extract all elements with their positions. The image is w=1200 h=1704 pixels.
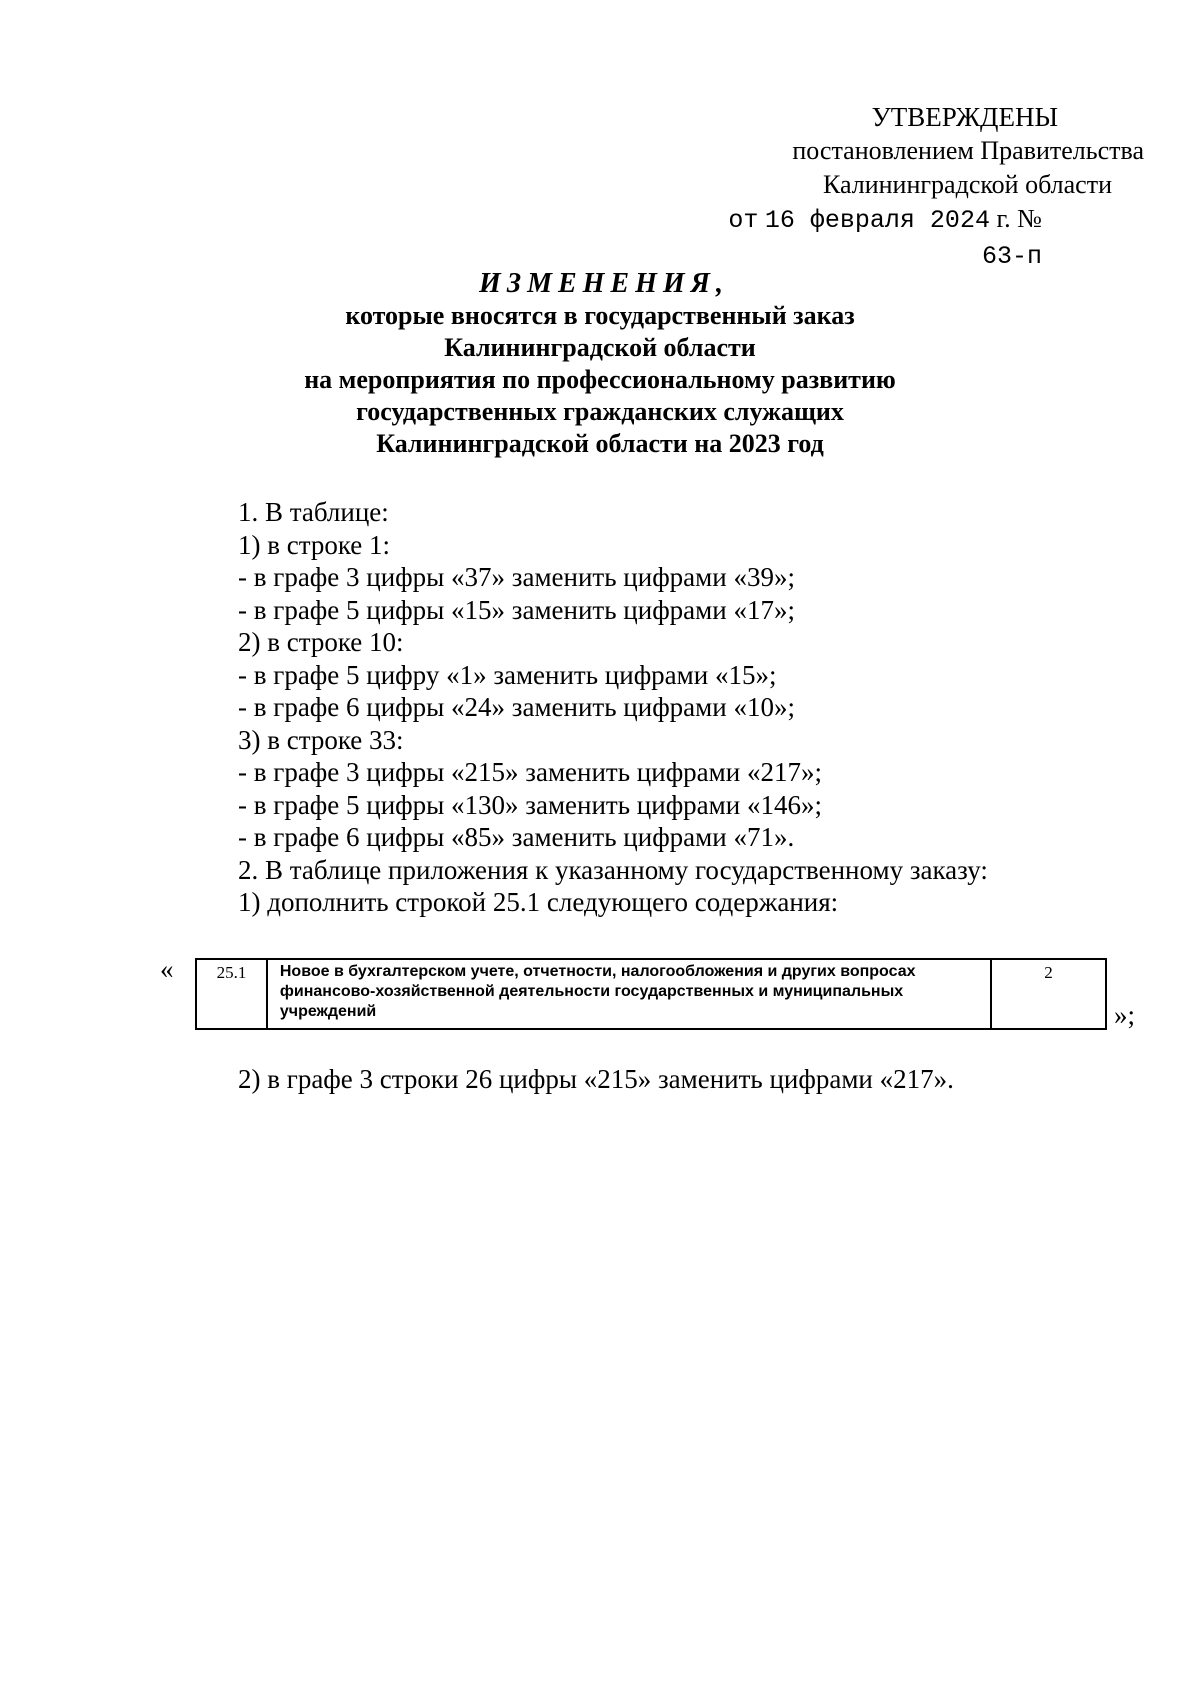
body-line: - в графе 3 цифры «37» заменить цифрами «39»;: [238, 562, 795, 592]
approval-date-line: [678, 202, 1042, 274]
approval-line-2: постановлением Правительства: [792, 136, 1144, 165]
quote-open: «: [160, 954, 174, 984]
heading-line: на мероприятия по профессиональному развитию: [304, 365, 896, 394]
body-line: - в графе 5 цифры «130» заменить цифрами «146»;: [238, 789, 822, 820]
heading-line: которые вносятся в государственный заказ: [345, 301, 855, 330]
approval-date: 16 февраля 2024: [764, 206, 990, 235]
row-value: 2: [991, 959, 1106, 1029]
heading-main: ИЗМЕНЕНИЯ,: [479, 268, 729, 299]
approval-line-3: Калининградской области: [822, 170, 1112, 199]
row-name: Новое в бухгалтерском учете, отчетности, налогообложения и других вопросах финансово-хозяйственной деятельности государственных и муниципальных учреждений: [267, 959, 991, 1029]
body-line: - в графе 3 цифры «215» заменить цифрами «217»;: [238, 757, 822, 787]
approval-year-suffix: г. №: [996, 204, 1042, 233]
heading-line: Калининградской области на 2023 год: [376, 429, 824, 458]
body-line: - в графе 5 цифры «15» заменить цифрами «17»;: [238, 594, 795, 625]
approval-prefix: от: [728, 206, 759, 235]
document-heading: [0, 268, 1200, 460]
approval-number: 63-п: [981, 242, 1042, 271]
heading-line: Калининградской области: [444, 333, 756, 362]
approval-stamp: [678, 100, 1148, 274]
table-row: [196, 959, 1106, 1029]
body-line: 1) в строке 1:: [238, 529, 391, 560]
inserted-row-table: [195, 958, 1107, 1030]
body-text: [238, 496, 988, 919]
body-line: - в графе 6 цифры «24» заменить цифрами «10»;: [238, 692, 795, 722]
body-line: 1. В таблице:: [238, 497, 389, 527]
body-line: - в графе 6 цифры «85» заменить цифрами «71».: [238, 822, 795, 852]
body-line: 1) дополнить строкой 25.1 следующего содержания:: [238, 887, 839, 917]
final-line: 2) в графе 3 строки 26 цифры «215» заменить цифрами «217».: [238, 1064, 954, 1094]
row-number: 25.1: [196, 959, 267, 1029]
body-line: 3) в строке 33:: [238, 724, 404, 755]
body-line: 2. В таблице приложения к указанному государственному заказу:: [238, 854, 988, 885]
approval-title: УТВЕРЖДЕНЫ: [871, 102, 1058, 132]
heading-line: государственных гражданских служащих: [356, 397, 844, 426]
quote-close: »;: [1114, 1000, 1136, 1030]
body-line: 2) в строке 10:: [238, 627, 404, 657]
body-line: - в графе 5 цифру «1» заменить цифрами «15»;: [238, 659, 777, 690]
